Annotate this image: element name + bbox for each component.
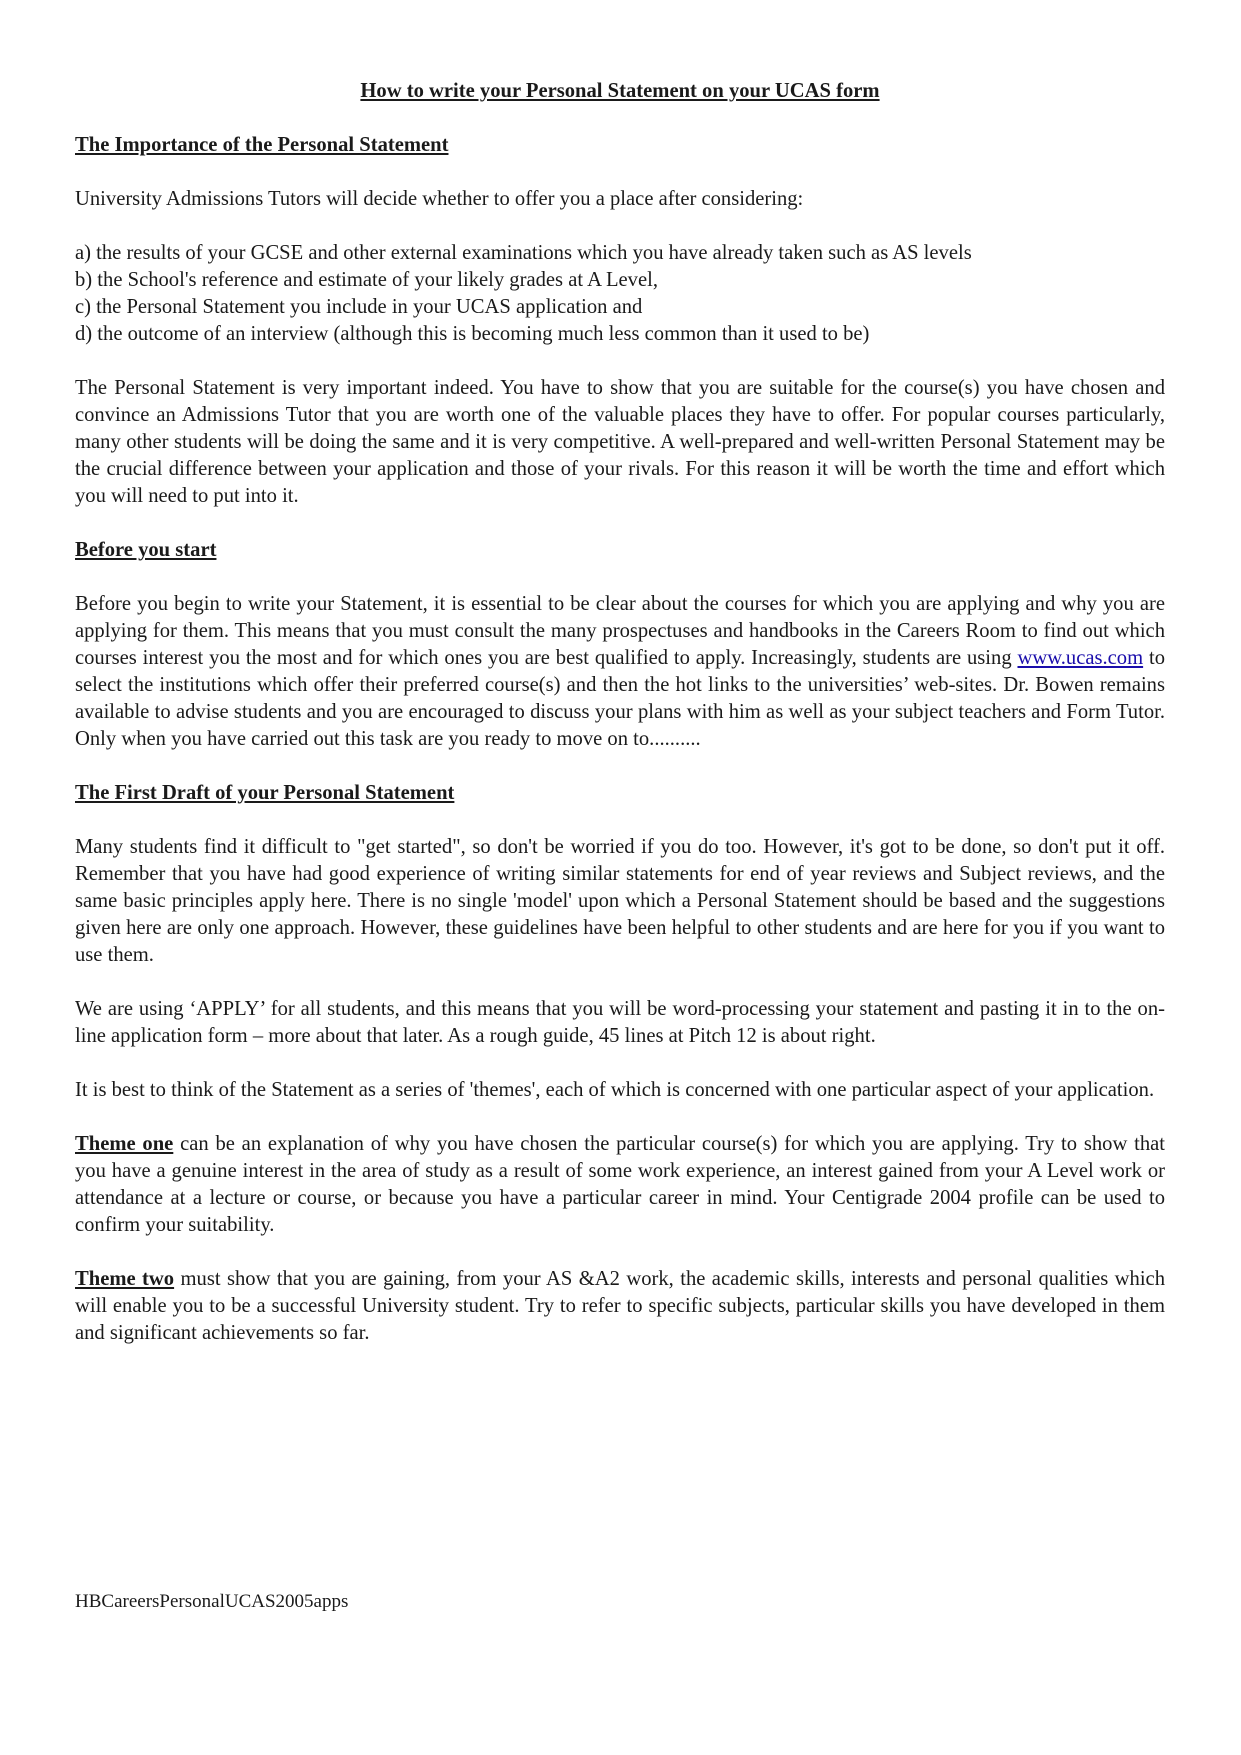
before-text-end: to select the institutions which offer their preferred course(s) and then the hot links to the universities’ web-sites. Dr. Bowen remains available to advise students and you are encouraged to discuss your plans with him as well as your subject teachers and Form Tutor. Only when you have carried out this task are you ready to move on to..........	[75, 647, 1165, 750]
document-title: How to write your Personal Statement on your UCAS form	[360, 80, 880, 102]
first-draft-paragraph-3: It is best to think of the Statement as a series of 'themes', each of which is concerned with one particular aspect of your application.	[75, 1079, 1155, 1101]
ucas-link[interactable]: www.ucas.com	[1017, 647, 1144, 669]
list-item: d) the outcome of an interview (although this is becoming much less common than it used to be)	[75, 323, 870, 345]
theme-two-paragraph	[75, 1266, 1165, 1347]
document-footer: HBCareersPersonalUCAS2005apps	[75, 1591, 349, 1612]
importance-paragraph: The Personal Statement is very important indeed. You have to show that you are suitable for the course(s) you have chosen and convince an Admissions Tutor that you are worth one of the valuable places they have to offer. For popular courses particularly, many other students will be doing the same and it is very competitive. A well-prepared and well-written Personal Statement may be the crucial difference between your application and those of your rivals. For this reason it will be worth the time and effort which you will need to put into it.	[75, 377, 1165, 507]
section-heading-first-draft: The First Draft of your Personal Statement	[75, 782, 455, 804]
before-paragraph	[75, 591, 1165, 753]
theme-one-paragraph	[75, 1131, 1165, 1239]
theme-one-text: can be an explanation of why you have chosen the particular course(s) for which you are applying. Try to show that you have a genuine interest in the area of study as a result of some work experience, an interest gained from your A Level work or attendance at a lecture or course, or because you have a particular career in mind. Your Centigrade 2004 profile can be used to confirm your suitability.	[75, 1133, 1165, 1236]
theme-two-label: Theme two	[75, 1268, 175, 1290]
importance-intro: University Admissions Tutors will decide whether to offer you a place after considering:	[75, 188, 804, 210]
considerations-list	[75, 240, 1165, 348]
section-heading-importance: The Importance of the Personal Statement	[75, 134, 449, 156]
list-item: b) the School's reference and estimate of your likely grades at A Level,	[75, 269, 658, 291]
theme-two-text: must show that you are gaining, from your AS &A2 work, the academic skills, interests and personal qualities which will enable you to be a successful University student. Try to refer to specific subjects, particular skills you have developed in them and significant achievements so far.	[75, 1268, 1165, 1344]
first-draft-paragraph-2: We are using ‘APPLY’ for all students, and this means that you will be word-processing your statement and pasting it in to the on-line application form – more about that later. As a rough guide, 45 lines at Pitch 12 is about right.	[75, 998, 1165, 1047]
theme-one-label: Theme one	[75, 1133, 174, 1155]
document-page	[75, 78, 1165, 1347]
list-item: a) the results of your GCSE and other external examinations which you have already taken such as AS levels	[75, 242, 972, 264]
section-heading-before: Before you start	[75, 539, 217, 561]
before-text-start: Before you begin to write your Statement, it is essential to be clear about the courses for which you are applying and why you are applying for them. This means that you must consult the many prospectuses and handbooks in the Careers Room to find out which courses interest you the most and for which ones you are best qualified to apply. Increasingly, students are using	[75, 593, 1165, 669]
list-item: c) the Personal Statement you include in your UCAS application and	[75, 296, 643, 318]
first-draft-paragraph-1: Many students find it difficult to "get started", so don't be worried if you do too. However, it's got to be done, so don't put it off. Remember that you have had good experience of writing similar statements for end of year reviews and Subject reviews, and the same basic principles apply here. There is no single 'model' upon which a Personal Statement should be based and the suggestions given here are only one approach. However, these guidelines have been helpful to other students and are here for you if you want to use them.	[75, 836, 1165, 966]
